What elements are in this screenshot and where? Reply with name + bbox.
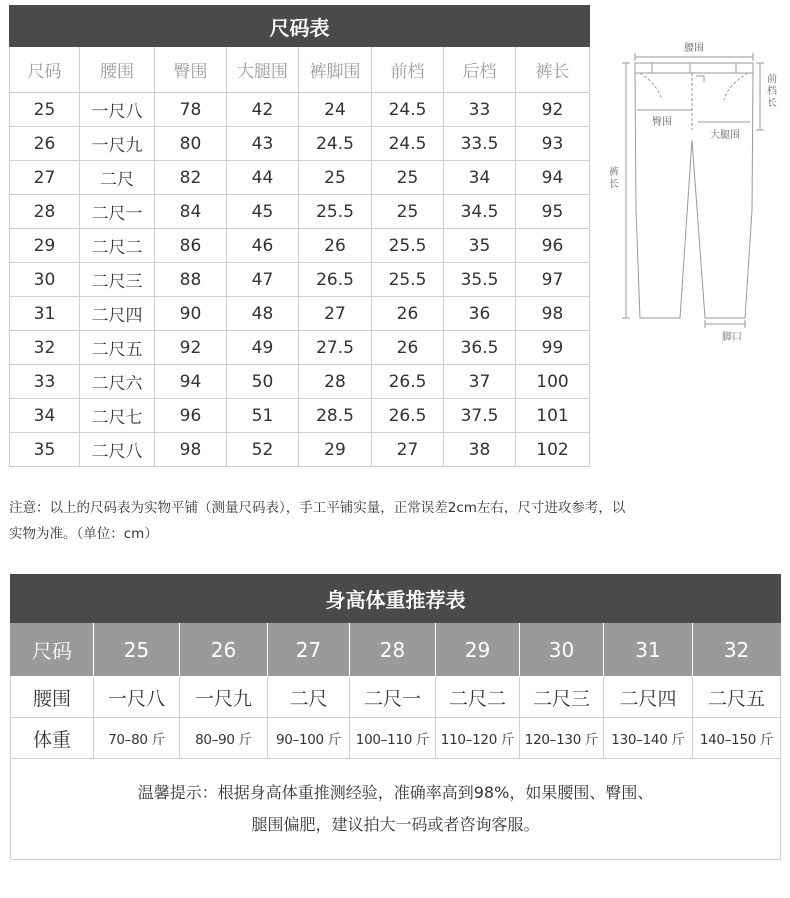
table-cell: 34 (444, 161, 516, 195)
table-cell: 93 (516, 127, 590, 161)
table-cell: 27 (10, 161, 80, 195)
table-cell: 35 (444, 229, 516, 263)
table-cell: 26 (10, 127, 80, 161)
table-cell: 96 (516, 229, 590, 263)
table-cell: 26 (299, 229, 372, 263)
table-cell: 43 (227, 127, 299, 161)
table-cell: 37.5 (444, 399, 516, 433)
table-cell: 98 (516, 297, 590, 331)
recommendation-weight-row (11, 718, 781, 759)
waist-cell: 二尺三 (520, 677, 604, 718)
table-cell: 38 (444, 433, 516, 467)
table-cell: 30 (10, 263, 80, 297)
table-cell: 28 (299, 365, 372, 399)
size-cell: 26 (180, 623, 268, 677)
table-cell: 25 (372, 161, 444, 195)
weight-cell: 90–100 斤 (268, 718, 350, 759)
table-cell: 80 (155, 127, 227, 161)
table-cell: 24.5 (372, 93, 444, 127)
table-cell: 45 (227, 195, 299, 229)
table-cell: 92 (516, 93, 590, 127)
table-cell: 47 (227, 263, 299, 297)
waist-cell: 二尺 (268, 677, 350, 718)
size-cell: 28 (350, 623, 436, 677)
table-cell: 25.5 (372, 263, 444, 297)
size-chart-header-row (10, 47, 590, 93)
table-cell: 26 (372, 297, 444, 331)
tip-line: 温馨提示：根据身高体重推测经验，准确率高到98%，如果腰围、臀围、 (137, 783, 654, 802)
table-cell: 35 (10, 433, 80, 467)
size-cell: 30 (520, 623, 604, 677)
table-cell: 34.5 (444, 195, 516, 229)
table-cell: 一尺八 (80, 93, 155, 127)
table-cell: 35.5 (444, 263, 516, 297)
table-row (10, 433, 590, 467)
table-cell: 46 (227, 229, 299, 263)
table-cell: 97 (516, 263, 590, 297)
length-label: 长 (609, 179, 619, 190)
waist-cell: 一尺九 (180, 677, 268, 718)
tip-line: 腿围偏肥，建议拍大一码或者咨询客服。 (251, 815, 540, 834)
size-chart-table (9, 5, 590, 467)
table-cell: 92 (155, 331, 227, 365)
weight-cell: 80–90 斤 (180, 718, 268, 759)
table-cell: 二尺五 (80, 331, 155, 365)
front-rise-label: 档 (767, 86, 777, 97)
weight-cell: 120–130 斤 (520, 718, 604, 759)
size-cell: 31 (604, 623, 693, 677)
table-cell: 33 (444, 93, 516, 127)
size-cell: 25 (94, 623, 180, 677)
recommendation-size-row (11, 623, 781, 677)
front-rise-label: 长 (767, 98, 777, 109)
table-cell: 94 (155, 365, 227, 399)
recommendation-title: 身高体重推荐表 (11, 575, 781, 623)
column-header: 后档 (444, 47, 516, 93)
table-cell: 26.5 (372, 365, 444, 399)
pants-measurement-diagram (600, 30, 785, 360)
waist-cell: 二尺四 (604, 677, 693, 718)
column-header: 臀围 (155, 47, 227, 93)
table-cell: 25 (10, 93, 80, 127)
table-cell: 34 (10, 399, 80, 433)
table-row (10, 161, 590, 195)
table-cell: 二尺三 (80, 263, 155, 297)
table-cell: 26.5 (299, 263, 372, 297)
table-cell: 二尺六 (80, 365, 155, 399)
table-cell: 33.5 (444, 127, 516, 161)
table-cell: 44 (227, 161, 299, 195)
table-cell: 33 (10, 365, 80, 399)
table-cell: 94 (516, 161, 590, 195)
hip-label: 臀围 (652, 117, 672, 128)
table-cell: 27 (299, 297, 372, 331)
column-header: 尺码 (10, 47, 80, 93)
table-row (10, 263, 590, 297)
table-cell: 28 (10, 195, 80, 229)
table-cell: 101 (516, 399, 590, 433)
table-row (10, 195, 590, 229)
size-cell: 29 (436, 623, 520, 677)
weight-cell: 110–120 斤 (436, 718, 520, 759)
column-header: 裤脚围 (299, 47, 372, 93)
table-cell: 32 (10, 331, 80, 365)
table-cell: 24.5 (372, 127, 444, 161)
table-row (10, 93, 590, 127)
table-row (10, 229, 590, 263)
table-row (10, 365, 590, 399)
column-header: 大腿围 (227, 47, 299, 93)
table-cell: 37 (444, 365, 516, 399)
weight-cell: 130–140 斤 (604, 718, 693, 759)
note-line: 实物为准。（单位：cm） (9, 526, 158, 542)
row-label: 尺码 (11, 623, 94, 677)
table-row (10, 127, 590, 161)
measurement-note (9, 495, 784, 547)
weight-cell: 140–150 斤 (693, 718, 781, 759)
table-cell: 31 (10, 297, 80, 331)
table-cell: 26 (372, 331, 444, 365)
table-cell: 36 (444, 297, 516, 331)
weight-cell: 100–110 斤 (350, 718, 436, 759)
table-cell: 二尺四 (80, 297, 155, 331)
table-cell: 96 (155, 399, 227, 433)
table-cell: 29 (10, 229, 80, 263)
note-line: 注意：以上的尺码表为实物平铺（测量尺码表），手工平铺实量，正常误差2cm左右，尺寸进攻参考，以 (9, 500, 626, 516)
column-header: 前档 (372, 47, 444, 93)
table-cell: 95 (516, 195, 590, 229)
table-cell: 24 (299, 93, 372, 127)
size-cell: 32 (693, 623, 781, 677)
table-cell: 102 (516, 433, 590, 467)
row-label: 腰围 (11, 677, 94, 718)
table-cell: 52 (227, 433, 299, 467)
table-cell: 29 (299, 433, 372, 467)
table-cell: 25.5 (299, 195, 372, 229)
hem-label: 脚口 (722, 332, 742, 343)
table-cell: 99 (516, 331, 590, 365)
column-header: 腰围 (80, 47, 155, 93)
table-row (10, 297, 590, 331)
table-cell: 84 (155, 195, 227, 229)
waist-label: 腰围 (684, 43, 704, 54)
table-row (10, 331, 590, 365)
table-cell: 27 (372, 433, 444, 467)
size-cell: 27 (268, 623, 350, 677)
recommendation-tip (11, 759, 781, 860)
table-cell: 24.5 (299, 127, 372, 161)
table-cell: 100 (516, 365, 590, 399)
table-cell: 二尺八 (80, 433, 155, 467)
waist-cell: 二尺一 (350, 677, 436, 718)
table-cell: 26.5 (372, 399, 444, 433)
weight-cell: 70–80 斤 (94, 718, 180, 759)
front-rise-label: 前 (767, 74, 777, 85)
table-cell: 28.5 (299, 399, 372, 433)
thigh-label: 大腿围 (710, 130, 740, 141)
table-cell: 25 (299, 161, 372, 195)
table-cell: 98 (155, 433, 227, 467)
table-cell: 50 (227, 365, 299, 399)
table-cell: 25.5 (372, 229, 444, 263)
table-cell: 90 (155, 297, 227, 331)
table-cell: 51 (227, 399, 299, 433)
table-cell: 82 (155, 161, 227, 195)
table-cell: 78 (155, 93, 227, 127)
recommendation-table (10, 574, 781, 860)
table-row (10, 399, 590, 433)
column-header: 裤长 (516, 47, 590, 93)
waist-cell: 一尺八 (94, 677, 180, 718)
table-cell: 49 (227, 331, 299, 365)
waist-cell: 二尺五 (693, 677, 781, 718)
table-cell: 36.5 (444, 331, 516, 365)
row-label: 体重 (11, 718, 94, 759)
recommendation-waist-row (11, 677, 781, 718)
table-cell: 25 (372, 195, 444, 229)
waist-cell: 二尺二 (436, 677, 520, 718)
table-cell: 一尺九 (80, 127, 155, 161)
length-label: 裤 (609, 167, 619, 178)
size-chart-title: 尺码表 (10, 6, 590, 47)
table-cell: 二尺二 (80, 229, 155, 263)
table-cell: 86 (155, 229, 227, 263)
table-cell: 27.5 (299, 331, 372, 365)
table-cell: 42 (227, 93, 299, 127)
table-cell: 二尺一 (80, 195, 155, 229)
table-cell: 二尺七 (80, 399, 155, 433)
table-cell: 二尺 (80, 161, 155, 195)
table-cell: 48 (227, 297, 299, 331)
table-cell: 88 (155, 263, 227, 297)
